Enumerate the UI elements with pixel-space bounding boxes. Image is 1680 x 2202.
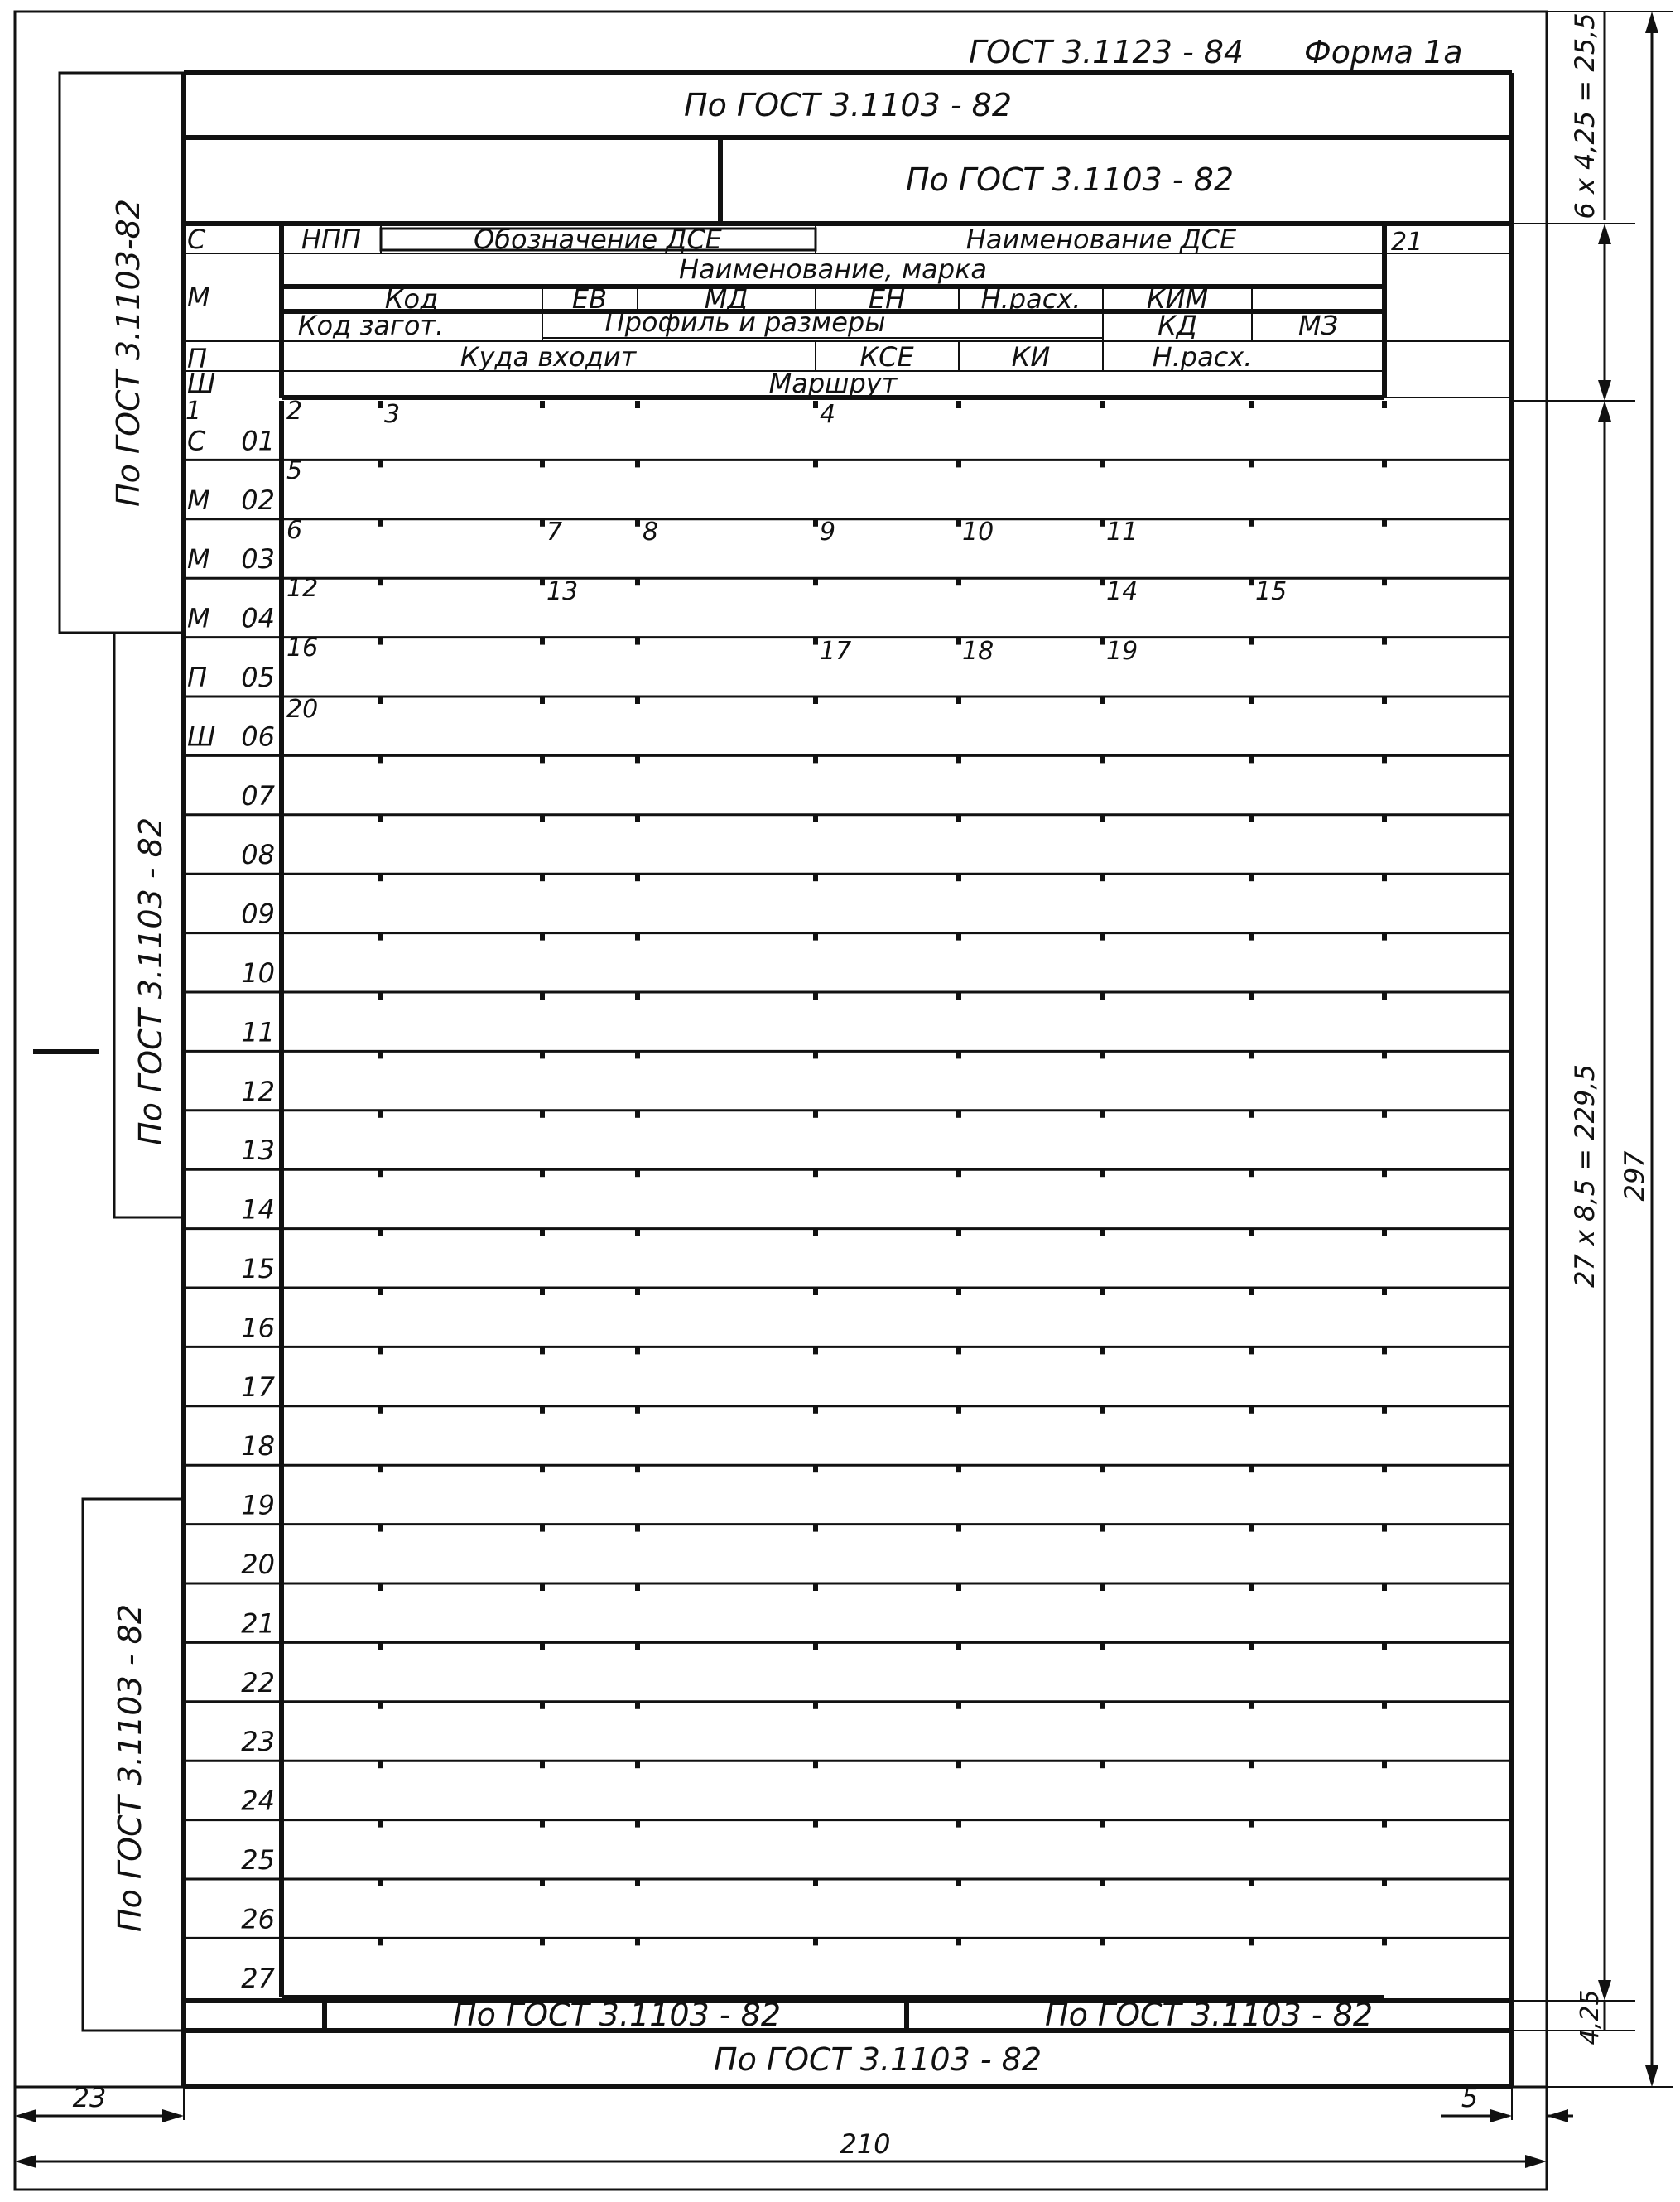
- svg-text:19: 19: [1106, 637, 1138, 666]
- row-number: 07: [241, 779, 275, 812]
- svg-text:По ГОСТ 3.1103-82: По ГОСТ 3.1103-82: [110, 199, 147, 507]
- row-service-letter: М: [187, 602, 210, 634]
- svg-text:7: 7: [546, 518, 563, 547]
- row-number: 25: [241, 1844, 275, 1876]
- kod-label: Код: [384, 283, 439, 315]
- row-number: 02: [241, 484, 275, 516]
- row-number: 08: [241, 839, 275, 871]
- gost-standard: ГОСТ 3.1123 - 84: [969, 34, 1244, 70]
- form-number: Форма 1а: [1304, 34, 1463, 70]
- svg-text:3: 3: [384, 400, 401, 429]
- svg-text:10: 10: [962, 518, 994, 547]
- ev-label: ЕВ: [571, 283, 608, 315]
- svg-text:11: 11: [1106, 518, 1138, 547]
- svg-text:16: 16: [286, 634, 319, 663]
- npp-label: НПП: [301, 224, 362, 255]
- code-m: М: [187, 282, 210, 313]
- row-number: 16: [241, 1312, 275, 1344]
- svg-text:4: 4: [820, 400, 836, 429]
- row-service-letter: П: [187, 662, 208, 693]
- row-number: 06: [241, 720, 275, 753]
- row-number: 01: [241, 425, 275, 457]
- dim-bottom: 4,25: [1576, 1989, 1605, 2045]
- kd-label: КД: [1158, 310, 1197, 341]
- row-number: 11: [241, 1016, 275, 1048]
- row-number: 27: [241, 1962, 275, 1994]
- bottom-dimension-lines: [15, 2087, 1573, 2190]
- route-label: Маршрут: [768, 368, 898, 399]
- dim-left-margin: 23: [72, 2082, 107, 2113]
- svg-text:20: 20: [286, 695, 319, 724]
- code-p: П: [187, 343, 208, 374]
- material-name-label: Наименование, марка: [678, 253, 988, 285]
- row-number: 23: [241, 1726, 275, 1758]
- row-number: 03: [241, 543, 275, 576]
- row-service-letter: М: [187, 484, 210, 516]
- bottom-ref-right: По ГОСТ 3.1103 - 82: [1045, 1997, 1373, 2033]
- svg-text:12: 12: [286, 574, 319, 603]
- en-label: ЕН: [868, 283, 906, 315]
- kuda-label: Куда входит: [460, 341, 637, 373]
- dim-body-rows: 27 x 8,5 = 229,5: [1569, 1064, 1601, 1288]
- line-labels: [187, 425, 276, 1993]
- row-number: 18: [241, 1430, 275, 1462]
- kod-zagot-label: Код загот.: [297, 310, 445, 341]
- svg-text:1: 1: [185, 397, 202, 426]
- row-number: 05: [241, 662, 275, 693]
- row-number: 12: [241, 1075, 275, 1107]
- bottom-ref-center: По ГОСТ 3.1103 - 82: [714, 2041, 1042, 2078]
- md-label: МД: [704, 283, 749, 315]
- row-number: 15: [241, 1253, 275, 1284]
- dim-top-rows: 6 x 4,25 = 25,5: [1569, 12, 1601, 219]
- row-number: 17: [241, 1371, 275, 1403]
- row-service-letter: М: [187, 543, 210, 576]
- code-sh: Ш: [187, 368, 216, 399]
- left-stub-top: [60, 73, 184, 633]
- svg-text:8: 8: [643, 518, 659, 547]
- row-number: 24: [241, 1785, 275, 1817]
- row-number: 09: [241, 898, 275, 930]
- svg-text:17: 17: [820, 637, 852, 666]
- row-number: 13: [241, 1135, 275, 1167]
- row-number: 26: [241, 1903, 275, 1935]
- row-number: 10: [241, 957, 275, 989]
- code-c: С: [187, 224, 206, 255]
- designation-label: Обозначение ДСЕ: [474, 224, 722, 255]
- field-21: 21: [1391, 228, 1423, 257]
- top-right-ref-block: По ГОСТ 3.1103 - 82: [906, 161, 1234, 198]
- svg-text:По ГОСТ 3.1103 - 82: По ГОСТ 3.1103 - 82: [132, 817, 169, 1145]
- svg-text:2: 2: [286, 397, 303, 426]
- row-number: 04: [241, 602, 275, 634]
- row-service-letter: С: [187, 425, 206, 457]
- svg-text:5: 5: [286, 456, 303, 485]
- svg-text:6: 6: [286, 516, 303, 545]
- row-number: 14: [241, 1193, 275, 1226]
- ki-label: КИ: [1011, 341, 1051, 373]
- kse-label: КСЕ: [859, 341, 914, 373]
- dim-right-margin: 5: [1461, 2082, 1479, 2113]
- mz-label: МЗ: [1297, 310, 1339, 341]
- field-numbers: [185, 397, 1287, 724]
- kim-label: КИМ: [1146, 283, 1209, 315]
- svg-text:18: 18: [962, 637, 994, 666]
- svg-text:По ГОСТ 3.1103 - 82: По ГОСТ 3.1103 - 82: [112, 1604, 148, 1932]
- dim-width: 210: [840, 2128, 891, 2160]
- row-number: 20: [241, 1549, 275, 1580]
- dim-total-height: 297: [1619, 1150, 1650, 1202]
- dimension-lines: [1512, 12, 1673, 2087]
- row-number: 19: [241, 1489, 275, 1521]
- name-label: Наименование ДСЕ: [965, 224, 1237, 255]
- left-stub-bottom: [83, 1499, 184, 2031]
- n-rash2-label: Н.расх.: [1152, 341, 1253, 373]
- bottom-ref-left: По ГОСТ 3.1103 - 82: [453, 1997, 781, 2033]
- row-number: 22: [241, 1666, 275, 1698]
- svg-text:14: 14: [1106, 577, 1138, 606]
- svg-text:9: 9: [820, 518, 836, 547]
- top-ref-block: По ГОСТ 3.1103 - 82: [684, 87, 1012, 123]
- svg-text:13: 13: [546, 577, 579, 606]
- row-number: 21: [241, 1607, 275, 1640]
- left-stub-middle: [33, 633, 184, 1217]
- svg-text:15: 15: [1255, 577, 1288, 606]
- row-service-letter: Ш: [187, 720, 216, 753]
- n-rash-label: Н.расх.: [980, 283, 1081, 315]
- profile-label: Профиль и размеры: [604, 306, 886, 338]
